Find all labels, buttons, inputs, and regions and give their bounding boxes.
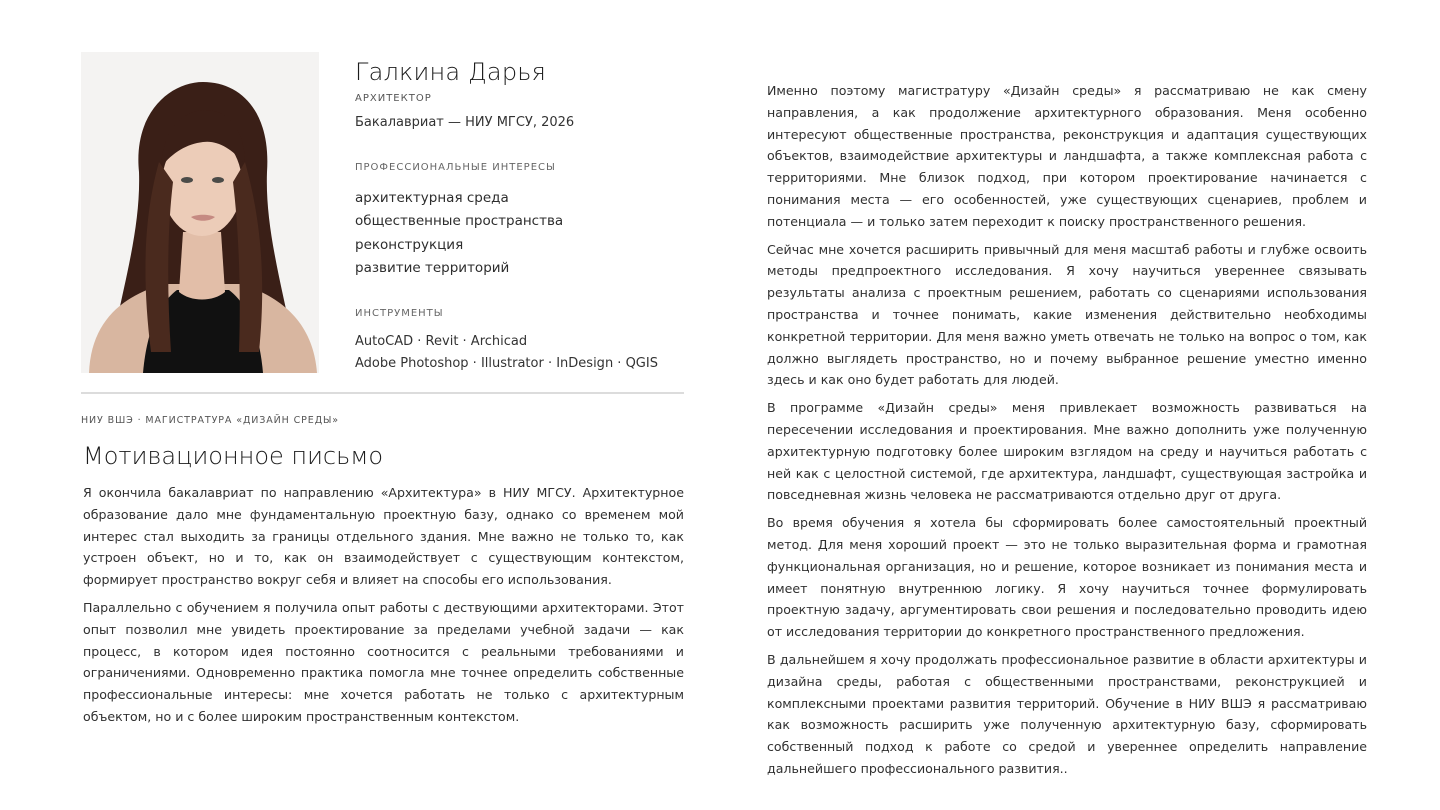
portrait-photo — [81, 52, 319, 373]
interests-label: ПРОФЕССИОНАЛЬНЫЕ ИНТЕРЕСЫ — [355, 162, 556, 173]
letter-paragraph: Сейчас мне хочется расширить привычный для меня масштаб работы и глубже освоить методы предпроектного исследования. Я хочу научиться увереннее связывать результаты анализа с проектным решением, работать со сценариями использования пространства и точнее понимать, какие изменения действительно необходимы конкретной территории. Для меня важно уметь отвечать не только на вопрос о том, как должно выглядеть пространство, но и почему выбранное решение уместно именно здесь и как оно будет работать для людей. — [767, 241, 1367, 388]
letter-paragraph: Именно поэтому магистратуру «Дизайн среды» я рассматриваю не как смену направления, а как продолжение архитектурного образования. Меня особенно интересуют общественные пространства, реконструкция и адаптация существующих объектов, взаимодействие архитектуры и ландшафта, а также комплексная работа с территориями. Мне близок подход, при котором проектирование начинается с понимания места — его особенностей, уже существующих сценариев, проблем и потенциала — и только затем переходит к поиску пространственного решения. — [767, 83, 1367, 229]
left-column — [81, 52, 684, 724]
letter-paragraph: В дальнейшем я хочу продолжать профессиональное развитие в области архитектуры и дизайна среды, работая с общественными пространствами, реконструкцией и комплексными проектами развития территорий. Обучение в НИУ ВШЭ я рассматриваю как возможность расширить уже полученную архитектурную базу, сформировать собственный подход к работе со средой и увереннее определить направление дальнейшего профессионального развития.. — [767, 651, 1367, 776]
profile-info — [355, 52, 685, 375]
section-divider — [81, 392, 684, 394]
letter-paragraph: Я окончила бакалавриат по направлению «Архитектура» в НИУ МГСУ. Архитектурное образование дало мне фундаментальную проектную базу, однако со временем мой интерес стал выходить за границы отдельного здания. Мне важно не только то, как устроен объект, но и то, как он взаимодействует с существующим контекстом, формирует пространство вокруг себя и влияет на способы его использования. — [83, 485, 684, 588]
tools-label: ИНСТРУМЕНТЫ — [355, 308, 444, 320]
person-role: АРХИТЕКТОР — [355, 93, 432, 104]
tools-line: Adobe Photoshop · Illustrator · InDesign · QGIS — [355, 356, 658, 372]
education: Бакалавриат — НИУ МГСУ, 2026 — [355, 115, 575, 130]
letter-paragraph: Во время обучения я хотела бы сформировать более самостоятельный проектный метод. Для меня хороший проект — это не только выразительная форма и грамотная функциональная организация, но и решение, которое возникает из понимания места и имеет понятную внутреннюю логику. Я хочу научиться точнее формулировать проектную задачу, аргументировать свои решения и последовательно проводить идею от исследования территории до конкретного пространственного предложения. — [767, 515, 1367, 640]
interests-list — [355, 187, 685, 280]
interest-item: общественные пространства — [355, 213, 564, 230]
letter-paragraph: Параллельно с обучением я получила опыт работы с дествующими архитекторами. Этот опыт позволил мне увидеть проектирование за пределами учебной задачи — как процесс, в котором идея постоянно соотносится с реальными требованиями и ограничениями. Одновременно практика помогла мне точнее определить собственные профессиональные интересы: мне хочется работать не только с архитектурным объектом, но и с более широким пространственным контекстом. — [83, 599, 684, 724]
program-caption: НИУ ВШЭ · МАГИСТРАТУРА «ДИЗАЙН СРЕДЫ» — [81, 415, 340, 426]
interest-item: архитектурная среда — [355, 190, 509, 206]
person-name: Галкина Дарья — [355, 58, 547, 86]
interest-item: реконструкция — [355, 236, 464, 253]
letter-title: Мотивационное письмо — [83, 442, 384, 470]
tools-line: AutoCAD · Revit · Archicad — [355, 334, 528, 350]
letter-body-right — [767, 80, 1367, 786]
letter-paragraph: В программе «Дизайн среды» меня привлекает возможность развиваться на пересечении исследования и проектирования. Мне важно дополнить уже полученную архитектурную подготовку более широким взглядом на среду и научиться работать с ней как с целостной системой, где архитектура, ландшафт, существующая застройка и повседневная жизнь человека не рассматриваются отдельно друг от друга. — [767, 400, 1367, 503]
profile-section — [81, 52, 684, 382]
tools-list — [355, 331, 685, 375]
letter-body-left — [83, 482, 684, 734]
interest-item: развитие территорий — [355, 259, 510, 276]
